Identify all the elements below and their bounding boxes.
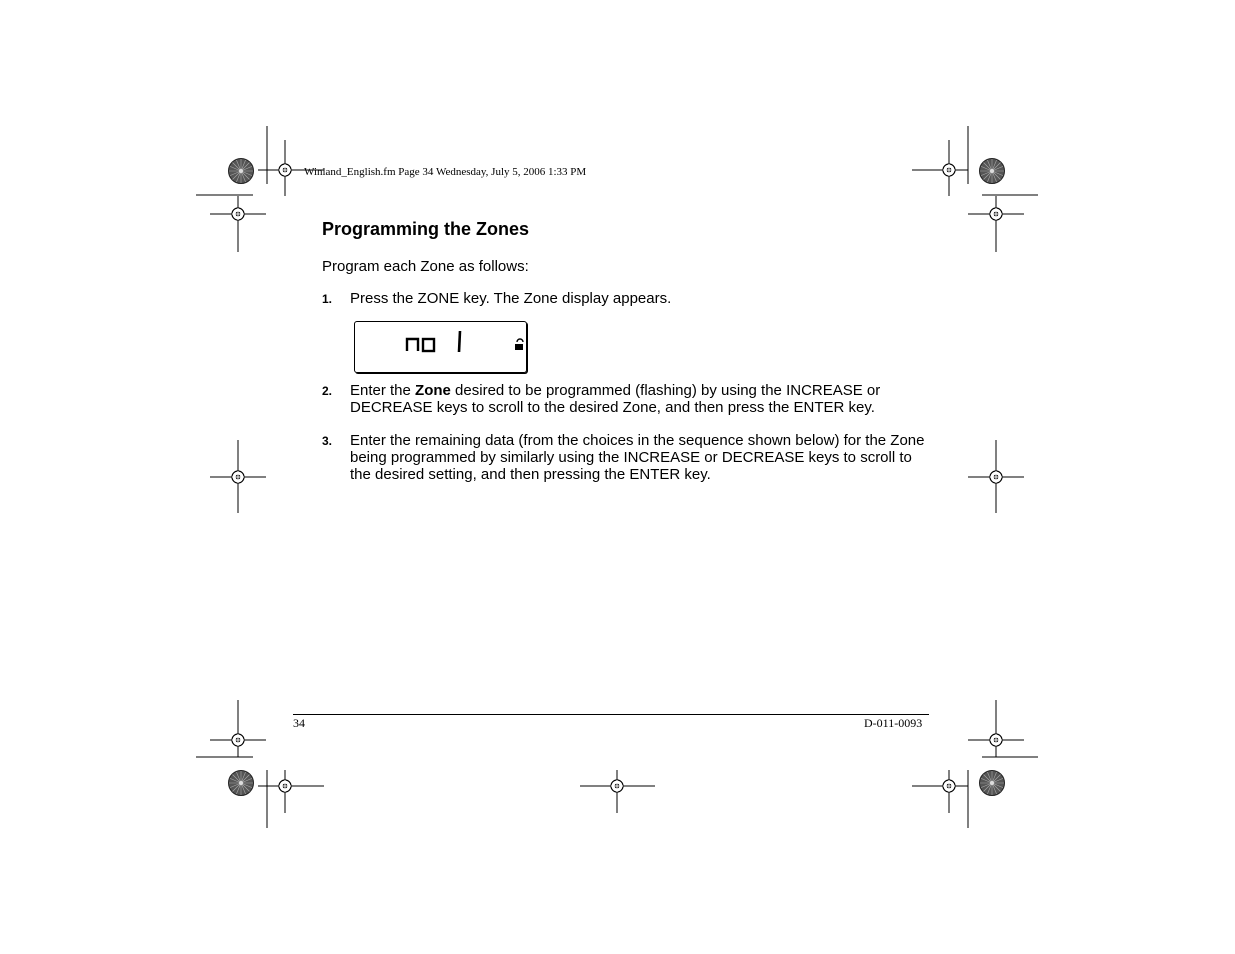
page-number: 34	[293, 716, 305, 730]
unlock-icon	[515, 339, 523, 350]
step-number: 3.	[322, 434, 333, 448]
document-id: D-011-0093	[864, 716, 923, 730]
step-text-part: desired to be programmed (flashing) by using the INCREASE or DECREASE keys to scroll to the desired Zone, and then press the ENTER key.	[350, 382, 881, 416]
zone-keyword: Zone	[415, 382, 451, 399]
lcd-display	[354, 321, 527, 373]
lcd-segments	[355, 322, 526, 372]
step-3	[322, 432, 932, 488]
footer-divider	[293, 714, 929, 715]
step-text-part: Enter the	[350, 382, 416, 399]
step-number: 1.	[322, 292, 333, 306]
intro-text: Program each Zone as follows:	[322, 258, 529, 275]
page-title: Programming the Zones	[322, 219, 530, 239]
step-2	[322, 382, 932, 422]
step-text: Press the ZONE key. The Zone display appears.	[350, 290, 672, 307]
step-text	[350, 382, 930, 416]
step-number: 2.	[322, 384, 333, 398]
step-text: Enter the remaining data (from the choices in the sequence shown below) for the Zone being programmed by similarly using the INCREASE or DECREASE keys to scroll to the desired setting, and then pressing the ENTER key.	[350, 432, 925, 483]
file-header: Winland_English.fm Page 34 Wednesday, July 5, 2006 1:33 PM	[304, 166, 587, 178]
